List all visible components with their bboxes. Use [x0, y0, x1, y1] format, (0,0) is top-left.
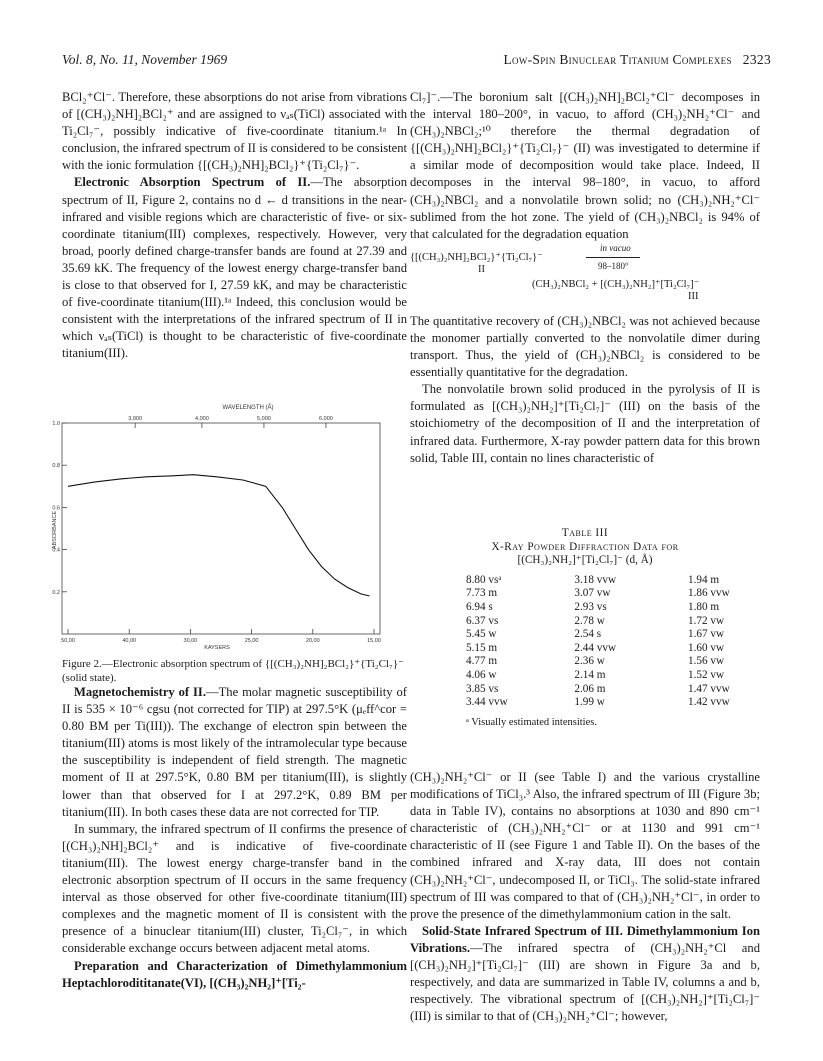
table-row [466, 696, 760, 710]
table-cell: 2.06 m [574, 682, 606, 695]
table-cell: 5.15 m [466, 641, 498, 654]
x-tick-label: 15,00 [367, 638, 381, 644]
table-cell: 1.60 vw [688, 641, 725, 654]
xray-data-table [466, 574, 760, 710]
paragraph-quantitative-recovery: The quantitative recovery of (CH₃)₂NBCl₂ was not achieved because the monomer partially converted to the nonvolatile dimer during transport. Thus, the yield of (CH₃)₂NBCl₂ is considered to be essentially quantitative for the degradation. [410, 313, 760, 380]
right-column-lower [410, 769, 760, 1025]
table-cell: 6.37 vs [466, 614, 499, 627]
table-row [466, 655, 760, 669]
paragraph-summary: In summary, the infrared spectrum of II confirms the presence of [(CH₃)₂NH]₂BCl₂⁺ and is indicative of five-coordinate titanium(III). The lowest energy charge-transfer band in the electronic absorption spectrum of II occurs in the same frequency interval as those observed for other five-coordinate titanium(III) complexes and the magnetic moment of II is consistent with the presence of a binuclear titanium(III) cluster, Ti₂Cl₇⁻, in which considerable exchange occurs between adjacent metal atoms. [62, 821, 407, 956]
paragraph-ir-comparison: (CH₃)₂NH₂⁺Cl⁻ or II (see Table I) and the various crystalline modifications of TiCl₃.³ Also, the infrared spectrum of III (Figure 3b; data in Table IV), contains no absorptions at 1030 and 890 cm⁻¹ characteristic of (CH₃)₂NH₂⁺Cl⁻ or at 1130 and 991 cm⁻¹ characteristic of II (see Figure 1 and Table II). On the bases of the combined infrared and X-ray data, III does not contain (CH₃)₂NH₂⁺Cl⁻, undecomposed II, or TiCl₃. The solid-state infrared spectrum of III was compared to that of (CH₃)₂NH₂⁺Cl⁻, in order to prove the presence of the dimethylammonium cation in the salt. [410, 770, 760, 921]
x-tick-label: 40,00 [122, 638, 137, 644]
table-cell: 1.67 vw [688, 628, 725, 641]
table-cell: 7.73 m [466, 587, 498, 600]
paragraph-solid-state-body: —The infrared spectra of (CH₃)₂NH₂⁺Cl and [(CH₃)₂NH₂]⁺[Ti₂Cl₇]⁻ (III) are shown in Figure 3a and b, respectively, and data are summarized in Table IV, columns a and b, respectively. The vibrational spectrum of [(CH₃)₂NH₂]⁺[Ti₂Cl₇]⁻ (III) is similar to that of (CH₃)₂NH₂⁺Cl⁻; however, [410, 940, 760, 1024]
table-cell: 2.93 vs [574, 600, 607, 613]
table-row [466, 601, 760, 615]
x-tick-label: 20,00 [305, 638, 320, 644]
paragraph-preparation-heading [62, 958, 407, 992]
x-tick-label: 30,00 [183, 638, 198, 644]
table-cell: 4.77 m [466, 655, 498, 668]
paragraph-nonvolatile-solid: The nonvolatile brown solid produced in the pyrolysis of II is formulated as [(CH₃)₂NH₂]⁺[Ti₂Cl₇]⁻ (III) on the basis of the stoichiometry of the decomposition of II and the interpretation of infrared data. Furthermore, X-ray powder pattern data for this brown solid, Table III, contain no lines characteristic of [410, 382, 760, 465]
section-heading-solid-state: Solid-State Infrared Spectrum of III. Dimethylammonium Ion Vibrations. [410, 923, 760, 955]
table-row [466, 683, 760, 697]
running-header-left: Vol. 8, No. 11, November 1969 [62, 52, 228, 67]
left-column-upper [62, 89, 407, 363]
table-row [466, 587, 760, 601]
table-3 [410, 527, 760, 729]
table-cell: 1.56 vw [688, 655, 725, 668]
equation-arrow [586, 249, 640, 258]
right-column-upper [410, 89, 760, 467]
table-cell: 1.86 vvw [688, 587, 730, 600]
page-number: 2323 [742, 52, 771, 67]
y-axis-label: ABSORBANCE [52, 510, 58, 550]
table-cell: 3.18 vvw [574, 573, 617, 586]
x-tick-label: 50,00 [61, 638, 75, 644]
table-cell: 1.72 vw [688, 614, 725, 627]
left-column-lower [62, 684, 407, 992]
top-tick-label: 4,000 [195, 416, 209, 422]
y-tick-label: 0.4 [52, 547, 60, 554]
top-tick-label: 5,000 [257, 416, 271, 422]
paragraph-solid-state-ir [410, 923, 760, 1026]
spectrum-series-line [68, 475, 370, 596]
paragraph-boronium-salt: Cl₇]⁻.—The boronium salt [(CH₃)₂NH]₂BCl₂⁺Cl⁻ decomposes in the interval 180–200°, in vacuo, to afford (CH₃)₂NH₂⁺Cl⁻ and (CH₃)₂NBCl₂;¹⁰ therefore the thermal degradation of {[(CH₃)₂NH]₂BCl₂}⁺{Ti₂Cl₇}⁻ (II) was investigated to determine if a similar mode of decomposition would take place. Indeed, II decomposes in the interval 98–180°, in vacuo, to afford (CH₃)₂NBCl₂ and a nonvolatile brown solid; no (CH₃)₂NH₂⁺Cl⁻ sublimed from the hot zone. The yield of (CH₃)₂NBCl₂ is 94% of that calculated for the degradation equation [410, 90, 760, 241]
equation-left: {[(CH₃)₂NH]₂BCl₂}⁺{Ti₂Cl₇}⁻ [410, 251, 543, 263]
table-cell: 1.99 w [574, 696, 605, 709]
x-tick-label: 25,00 [244, 638, 259, 644]
table-row [466, 574, 760, 588]
top-tick-label: 6,000 [319, 416, 333, 422]
running-header-right [504, 52, 772, 68]
table-row [466, 669, 760, 683]
table-label: Table III [561, 527, 609, 539]
table-cell: 1.47 vvw [688, 682, 730, 695]
table-cell: 2.36 w [574, 655, 605, 668]
table-footnote: ᵃ Visually estimated intensities. [466, 716, 597, 728]
y-tick-label: 0.6 [52, 505, 60, 512]
paragraph-magnetochemistry [62, 684, 407, 821]
table-cell: 1.80 m [688, 600, 720, 613]
table-row [466, 642, 760, 656]
top-tick-label: 3,000 [128, 416, 143, 422]
section-heading-electronic: Electronic Absorption Spectrum of II. [74, 175, 311, 190]
y-tick-label: 0.2 [52, 589, 60, 596]
paragraph-electronic-spectrum [62, 174, 407, 362]
paragraph-ir-conclusion: BCl₂⁺Cl⁻. Therefore, these absorptions do not arise from vibrations of [(CH₃)₂NH]₂BCl₂⁺ and are assigned to νₐₛ(TiCl) associated with Ti₂Cl₇⁻, possibly indicative of five-coordinate titanium.¹ᵃ In conclusion, the infrared spectrum of II is considered to be consistent with the ionic formulation {[(CH₃)₂NH]₂BCl₂}⁺{Ti₂Cl₇}⁻. [62, 90, 407, 173]
paragraph-electronic-body: —The absorption spectrum of II, Figure 2, contains no d ← d transitions in the near-infrared and visible regions which are characteristic of five- or six-coordinate titanium(III) complexes, respectively. However, very broad, poorly defined charge-transfer bands are found at 27.39 and 35.69 kK. The frequency of the lowest energy charge-transfer band is close to that observed for I, 27.59 kK, and may be characteristic of five-coordinate titanium(III).¹ᵃ Indeed, this conclusion would be consistent with the interpretations of the infrared spectrum of II in which νₐₛ(TiCl) is thought to be characteristic of five-coordinate titanium(III). [62, 175, 407, 361]
table-row [466, 615, 760, 629]
equation-right-label: III [688, 290, 699, 302]
table-cell: 2.44 vvw [574, 641, 617, 654]
plot-frame [62, 423, 380, 634]
equation-arrow-bottom: 98–180° [598, 260, 629, 271]
figure-2 [52, 400, 407, 651]
table-cell: 3.85 vs [466, 682, 499, 695]
table-cell: 2.14 m [574, 668, 606, 681]
paragraph-magneto-body: —The molar magnetic susceptibility of II is 535 × 10⁻⁶ cgsu (not corrected for TIP) at 297.5°K (μₑff^cor = 0.80 BM per Ti(III)). The exchange of electron spin between the titanium(III) atoms is most likely of the intramolecular type because the susceptibility is independent of field strength. The magnetic moment of II at 297.5°K, 0.80 BM per titanium(III), is slightly lower than that observed for I at 297.2°K, 0.89 BM per titanium(III). In both cases these data are not corrected for TIP. [62, 685, 407, 819]
y-tick-label: 1.0 [52, 421, 60, 427]
x-axis-label: KAYSERS [204, 645, 230, 651]
table-row [466, 628, 760, 642]
section-heading-magneto: Magnetochemistry of II. [74, 685, 206, 699]
table-cell: 1.94 m [688, 573, 720, 586]
figure-2-caption: Figure 2.—Electronic absorption spectrum of {[(CH₃)₂NH]₂BCl₂}⁺{Ti₂Cl₇}⁻ (solid state). [62, 658, 404, 684]
equation-left-label: II [478, 263, 485, 275]
table-title: X-Ray Powder Diffraction Data for [491, 540, 679, 553]
table-cell: 3.07 vw [574, 587, 611, 600]
top-axis-label: WAVELENGTH (Å) [222, 405, 274, 411]
table-cell: 5.45 w [466, 628, 497, 641]
table-cell: 8.80 vsᵃ [466, 573, 502, 586]
table-cell: 1.52 vw [688, 668, 725, 681]
table-subtitle: [(CH₃)₂NH₂]⁺[Ti₂Cl₇]⁻ (d, Å) [517, 554, 653, 567]
table-cell: 2.54 s [574, 628, 602, 641]
degradation-equation [410, 242, 760, 307]
running-header-title: Low-Spin Binuclear Titanium Complexes [503, 52, 732, 67]
section-heading-preparation: Preparation and Characterization of Dimethylammonium Heptachlorodititanate(VI), [(CH₃)₂NH₂]⁺[Ti₂- [62, 958, 407, 990]
table-cell: 3.44 vvw [466, 696, 508, 709]
equation-arrow-top: in vacuo [600, 242, 631, 253]
equation-right: (CH₃)₂NBCl₂ + [(CH₃)₂NH₂]⁺[Ti₂Cl₇]⁻ [532, 278, 700, 290]
table-cell: 2.78 w [574, 614, 605, 627]
y-tick-label: 0.8 [52, 463, 60, 470]
table-cell: 4.06 w [466, 668, 497, 681]
table-cell: 6.94 s [466, 600, 493, 613]
absorption-spectrum-chart [52, 400, 407, 651]
table-cell: 1.42 vvw [688, 696, 730, 709]
